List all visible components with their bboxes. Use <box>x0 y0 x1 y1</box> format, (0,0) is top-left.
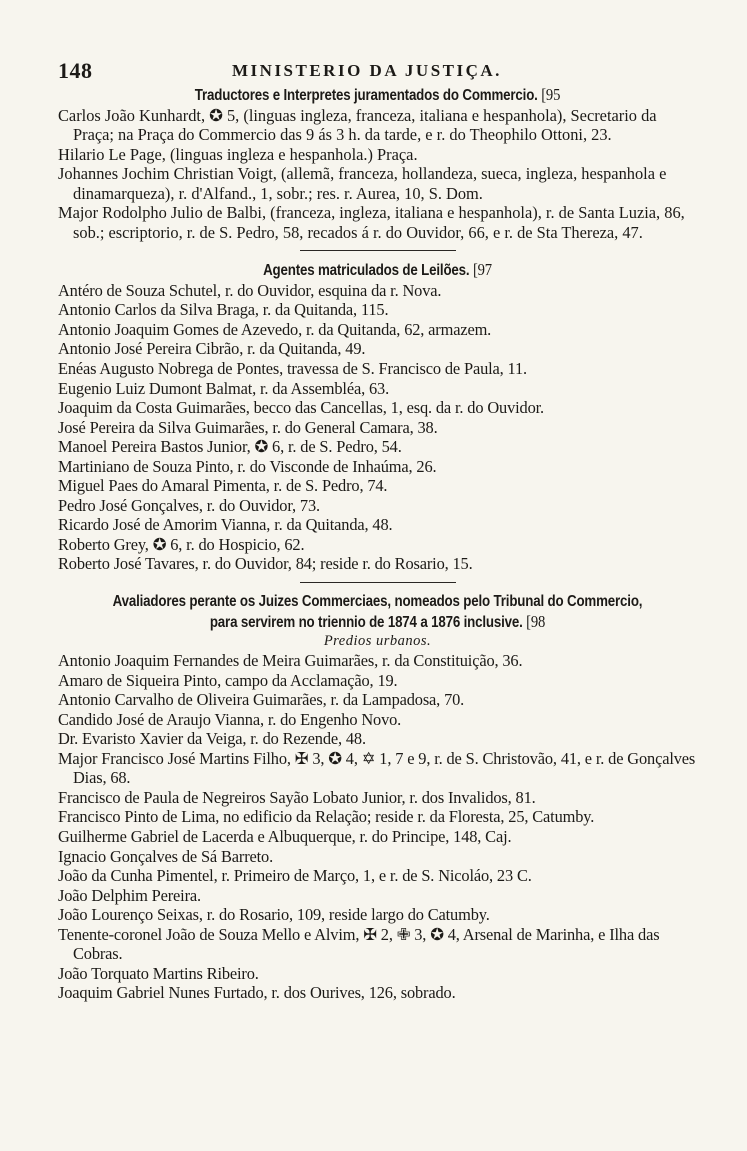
list-item: Martiniano de Souza Pinto, r. do Visconde de Inhaúma, 26. <box>58 456 437 476</box>
section-title-traductores <box>103 85 653 106</box>
list-item: Amaro de Siqueira Pinto, campo da Acclamação, 19. <box>58 670 398 690</box>
list-item: Major Rodolpho Julio de Balbi, (franceza, ingleza, italiana e hespanhola), r. de Santa Luzia, 86, sob.; escriptorio, r. de S. Pedro, 58, recados á r. do Ouvidor, 66, e r. de Sta Thereza, 47. <box>58 203 685 242</box>
list-item: Tenente-coronel João de Souza Mello e Alvim, ✠ 2, ✙ 3, ✪ 4, Arsenal de Marinha, e Ilha das Cobras. <box>58 924 660 964</box>
section-title-avaliadores <box>103 592 653 632</box>
list-item: Francisco Pinto de Lima, no edificio da Relação; reside r. da Floresta, 25, Catumby. <box>58 807 595 827</box>
section-title-text: Agentes matriculados de Leilões. <box>263 262 470 280</box>
list-item: João Torquato Martins Ribeiro. <box>58 963 259 983</box>
list-item: Joaquim da Costa Guimarães, becco das Cancellas, 1, esq. da r. do Ouvidor. <box>58 398 544 418</box>
subsection-heading: Predios urbanos. <box>323 633 432 650</box>
page-number: 148 <box>58 58 93 83</box>
section-title-text: Traductores e Interpretes juramentados do Commercio. <box>194 87 538 104</box>
list-item: João da Cunha Pimentel, r. Primeiro de Março, 1, e r. de S. Nicoláo, 23 C. <box>58 866 532 886</box>
section-ref: [97 <box>472 260 492 280</box>
list-item: Candido José de Araujo Vianna, r. do Engenho Novo. <box>58 709 402 729</box>
list-item: Major Francisco José Martins Filho, ✠ 3, ✪ 4, ✡ 1, 7 e 9, r. de S. Christovão, 41, e r. de Gonçalves Dias, 68. <box>58 748 696 788</box>
entry-list-avaliadores <box>58 651 697 1003</box>
list-item: Pedro José Gonçalves, r. do Ouvidor, 73. <box>58 495 320 515</box>
page-header <box>58 58 697 84</box>
list-item: Joaquim Gabriel Nunes Furtado, r. dos Ourives, 126, sobrado. <box>58 983 456 1003</box>
list-item: Dr. Evaristo Xavier da Veiga, r. do Rezende, 48. <box>58 729 366 749</box>
list-item: Francisco de Paula de Negreiros Sayão Lobato Junior, r. dos Invalidos, 81. <box>58 787 536 807</box>
section-title-line: Avaliadores perante os Juizes Commerciaes, nomeados pelo Tribunal do Commercio, <box>112 593 643 611</box>
section-ref: [95 <box>541 85 561 104</box>
list-item: Roberto Grey, ✪ 6, r. do Hospicio, 62. <box>58 534 305 554</box>
list-item: Antonio Joaquim Gomes de Azevedo, r. da Quitanda, 62, armazem. <box>58 319 492 339</box>
section-title-line-2 <box>103 612 653 633</box>
section-title-text: para servirem no triennio de 1874 a 1876 inclusive. <box>209 613 523 631</box>
list-item: Miguel Paes do Amaral Pimenta, r. de S. Pedro, 74. <box>58 476 388 496</box>
running-title: MINISTERIO DA JUSTIÇA. <box>232 61 502 80</box>
list-item: Antéro de Souza Schutel, r. do Ouvidor, esquina da r. Nova. <box>58 280 442 300</box>
list-item: Antonio José Pereira Cibrão, r. da Quitanda, 49. <box>58 339 366 359</box>
list-item: Roberto José Tavares, r. do Ouvidor, 84; reside r. do Rosario, 15. <box>58 554 473 574</box>
list-item: Antonio Carvalho de Oliveira Guimarães, r. da Lampadosa, 70. <box>58 690 465 710</box>
list-item: Antonio Joaquim Fernandes de Meira Guimarães, r. da Constituição, 36. <box>58 651 523 671</box>
list-item: José Pereira da Silva Guimarães, r. do General Camara, 38. <box>58 417 438 437</box>
list-item: Carlos João Kunhardt, ✪ 5, (linguas ingleza, franceza, italiana e hespanhola), Secretario da Praça; na Praça do Commercio das 9 ás 3 h. da tarde, e r. do Theophilo Ottoni, 23. <box>58 105 657 145</box>
list-item: Antonio Carlos da Silva Braga, r. da Quitanda, 115. <box>58 300 389 320</box>
list-item: Ignacio Gonçalves de Sá Barreto. <box>58 846 274 866</box>
list-item: Eugenio Luiz Dumont Balmat, r. da Assembléa, 63. <box>58 378 390 398</box>
list-item: Ricardo José de Amorim Vianna, r. da Quitanda, 48. <box>58 515 393 535</box>
entry-list-leiloes <box>58 281 697 574</box>
section-ref: [98 <box>526 611 546 631</box>
list-item: Enéas Augusto Nobrega de Pontes, travessa de S. Francisco de Paula, 11. <box>58 359 527 379</box>
section-divider <box>300 250 456 251</box>
list-item: Manoel Pereira Bastos Junior, ✪ 6, r. de S. Pedro, 54. <box>58 437 402 457</box>
list-item: Hilario Le Page, (linguas ingleza e hespanhola.) Praça. <box>58 144 418 164</box>
list-item: João Lourenço Seixas, r. do Rosario, 109, reside largo do Catumby. <box>58 905 490 925</box>
entry-list-traductores <box>58 106 697 243</box>
list-item: Johannes Jochim Christian Voigt, (allemã, franceza, hollandeza, sueca, ingleza, hespanhola e dinamarqueza), r. d'Alfand., 1, sobr.; res. r. Aurea, 10, S. Dom. <box>58 164 667 203</box>
list-item: João Delphim Pereira. <box>58 885 201 905</box>
list-item: Guilherme Gabriel de Lacerda e Albuquerque, r. do Principe, 148, Caj. <box>58 826 512 846</box>
section-title-leiloes <box>103 260 653 281</box>
section-divider <box>300 582 456 583</box>
